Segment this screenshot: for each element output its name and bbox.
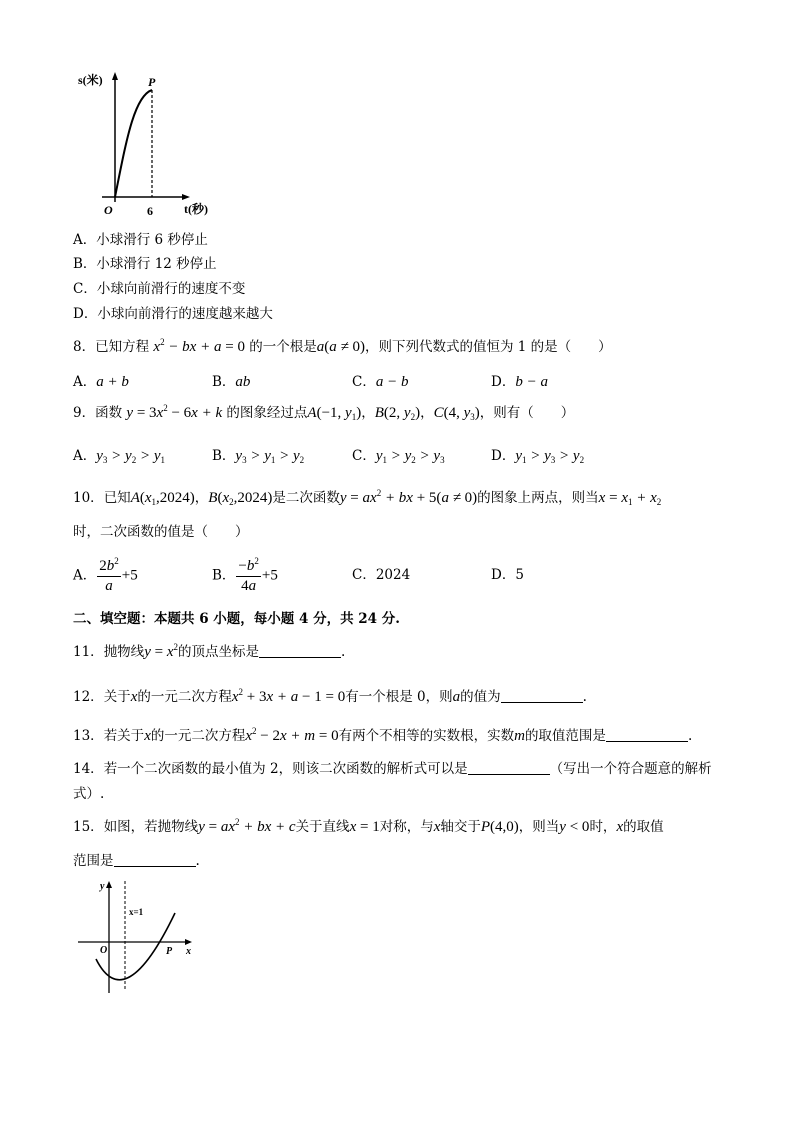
q10-option-b: B． $\frac{-b^2}{4a}$ +5	[212, 556, 278, 594]
question-14-line2: 式）.	[73, 786, 105, 802]
question-12: 12．关于x的一元二次方程$x^2 + 3x + a - 1 = 0$有一个根是 0，则a的值为 .	[73, 687, 587, 705]
question-15-line2: 范围是 .	[73, 853, 200, 869]
q10-option-d: D．5	[491, 567, 524, 583]
symmetry-line-label: x=1	[129, 907, 144, 917]
q10-option-a: A． $\frac{2b^2}{a}$ +5	[73, 556, 138, 594]
answer-blank	[114, 852, 196, 867]
q7-option-a: A．小球滑行 6 秒停止	[73, 232, 208, 248]
q8-option-a: A．a + b	[73, 374, 129, 390]
q7-option-b: B．小球滑行 12 秒停止	[73, 256, 217, 272]
question-9: 9．函数 $y = 3x^2 - 6x + k$ 的图象经过点A(−1, $y_1$)，B(2, $y_2$)，C(4, $y_3$)，则有（ ）	[73, 403, 575, 422]
x-tick-6: 6	[147, 204, 153, 218]
y-axis-arrow	[112, 72, 118, 80]
q7-option-d: D．小球向前滑行的速度越来越大	[73, 306, 273, 322]
question-14-line1: 14．若一个二次函数的最小值为 2，则该二次函数的解析式可以是 （写出一个符合题意的解析	[73, 761, 712, 777]
x-axis-label: x	[186, 946, 191, 957]
answer-blank	[501, 688, 583, 703]
q9-option-d: D．$y_1 > y_3 > y_2$	[491, 448, 585, 465]
section-2-heading: 二、填空题：本题共 6 小题，每小题 4 分，共 24 分.	[73, 611, 400, 627]
q10-option-c: C．2024	[352, 567, 411, 583]
q8-option-d: D．b − a	[491, 374, 548, 390]
parabola-curve	[96, 913, 175, 980]
origin-label: O	[100, 945, 108, 956]
q8-option-c: C．a − b	[352, 374, 409, 390]
point-p-label: P	[166, 946, 173, 957]
distance-time-graph	[74, 72, 224, 222]
y-axis-label: y	[100, 881, 105, 892]
x-axis-label: t(秒)	[184, 202, 208, 216]
parabola-graph	[76, 877, 200, 995]
answer-blank	[468, 760, 550, 775]
question-10-line1: 10．已知$A(x_1,2024)$，$B(x_2,2024)$是二次函数$y = ax^2$ + bx + 5(a ≠ 0)的图象上两点，则当$x = x_1 + x_2$	[73, 488, 662, 507]
question-13: 13．若关于x的一元二次方程$x^2 - 2x + m = 0$有两个不相等的实数根，实数m的取值范围是 .	[73, 726, 693, 744]
answer-blank	[259, 643, 341, 658]
question-10-line2: 时，二次函数的值是（ ）	[73, 524, 249, 540]
answer-blank	[606, 727, 688, 742]
q9-option-a: A．$y_3 > y_2 > y_1$	[73, 448, 165, 465]
origin-label: O	[104, 203, 113, 217]
question-15-line1: 15．如图，若抛物线$y = ax^2$ + bx + c关于直线x = 1对称，与x轴交于P(4,0)，则当y < 0时，x的取值	[73, 817, 664, 835]
q9-option-c: C．$y_1 > y_2 > y_3$	[352, 448, 445, 465]
x-axis-arrow	[185, 939, 192, 945]
q9-option-b: B．$y_3 > y_1 > y_2$	[212, 448, 305, 465]
q8-option-b: B．ab	[212, 374, 251, 390]
y-axis-label: s(米)	[78, 73, 103, 87]
y-axis-arrow	[106, 881, 112, 888]
point-p-label: P	[148, 75, 156, 89]
s-t-curve	[115, 90, 152, 197]
question-8: 8．已知方程 $x^2$ − bx + a = 0 的一个根是a(a ≠ 0)，则下列代数式的值恒为 1 的是（ ）	[73, 337, 612, 355]
question-11: 11．抛物线$y = x^2$的顶点坐标是 .	[73, 642, 346, 660]
q7-option-c: C．小球向前滑行的速度不变	[73, 281, 246, 297]
x-axis-arrow	[182, 194, 190, 200]
